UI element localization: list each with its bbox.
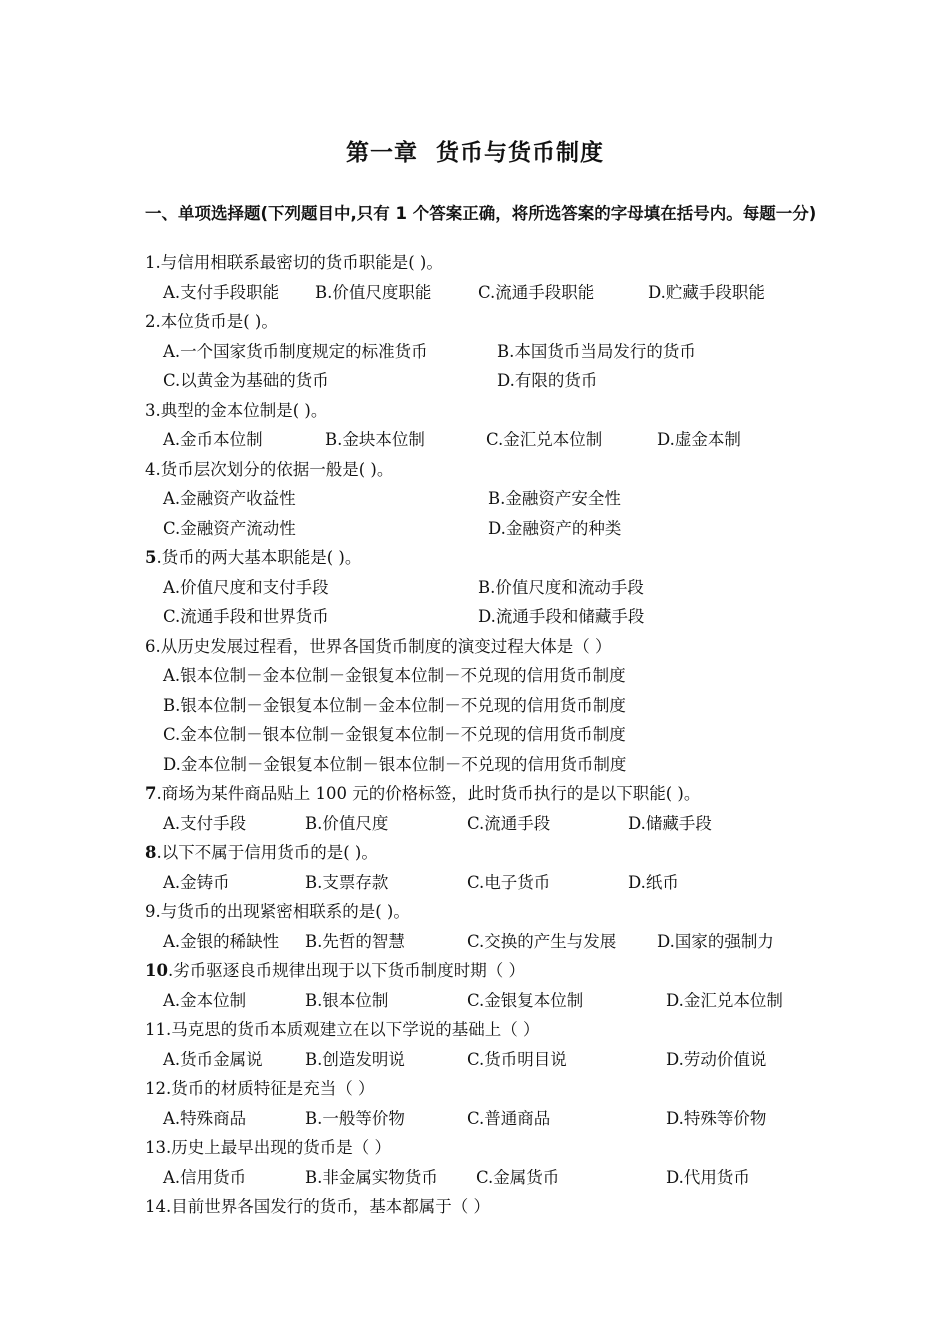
option-row <box>145 514 845 544</box>
question-text: 目前世界各国发行的货币，基本都属于（ ） <box>171 1197 490 1216</box>
option-row <box>145 750 845 780</box>
answer-option: B.金融资产安全性 <box>488 489 621 508</box>
question-item <box>145 1015 845 1074</box>
answer-option: B.价值尺度职能 <box>315 282 432 302</box>
question-text: 与信用相联系最密切的货币职能是( )。 <box>160 253 443 272</box>
answer-option: A.金银的稀缺性 <box>163 931 280 951</box>
question-text: 货币的材质特征是充当（ ） <box>171 1079 375 1098</box>
question-item <box>145 248 845 307</box>
question-text: 本位货币是( )。 <box>160 312 278 331</box>
answer-option: D.劳动价值说 <box>666 1049 767 1069</box>
question-list <box>145 248 845 1222</box>
answer-option: C.金属货币 <box>476 1167 560 1187</box>
answer-option: A.金币本位制 <box>163 430 263 449</box>
question-item <box>145 307 845 396</box>
question-item <box>145 396 845 455</box>
question-stem <box>145 307 845 337</box>
answer-option: A.货币金属说 <box>163 1049 263 1069</box>
question-stem <box>145 1074 845 1104</box>
answer-option: A.金铸币 <box>163 872 230 892</box>
question-text: 与货币的出现紧密相联系的是( )。 <box>160 902 410 921</box>
option-row <box>145 927 845 957</box>
answer-option: C.金融资产流动性 <box>163 518 296 538</box>
answer-option: C.金银复本位制 <box>467 990 584 1010</box>
answer-option: D.国家的强制力 <box>657 931 774 951</box>
answer-option: D.流通手段和储藏手段 <box>478 607 645 626</box>
question-stem <box>145 455 845 485</box>
answer-option: A.价值尺度和支付手段 <box>163 577 329 597</box>
answer-option: C.货币明目说 <box>467 1049 567 1069</box>
answer-option: A.银本位制－金本位制－金银复本位制－不兑现的信用货币制度 <box>163 666 626 685</box>
question-number: 4. <box>145 459 161 479</box>
answer-option: D.虚金本制 <box>657 430 741 449</box>
answer-option: D.贮藏手段职能 <box>648 282 765 302</box>
answer-option: B.支票存款 <box>305 872 389 892</box>
question-stem <box>145 779 845 809</box>
question-item <box>145 838 845 897</box>
question-text: .商场为某件商品贴上 100 元的价格标签，此时货币执行的是以下职能( )。 <box>156 784 701 803</box>
option-row <box>145 278 845 308</box>
answer-option: B.银本位制 <box>305 990 389 1010</box>
question-item <box>145 455 845 544</box>
answer-option: A.金本位制 <box>163 990 247 1010</box>
answer-option: C.金汇兑本位制 <box>486 430 603 449</box>
answer-option: C.电子货币 <box>467 872 551 892</box>
question-text: 马克思的货币本质观建立在以下学说的基础上（ ） <box>171 1020 540 1039</box>
answer-option: B.非金属实物货币 <box>305 1167 438 1187</box>
question-text: 历史上最早出现的货币是（ ） <box>171 1138 391 1157</box>
question-stem <box>145 838 845 868</box>
question-number: 9. <box>145 902 161 921</box>
question-text: 从历史发展过程看，世界各国货币制度的演变过程大体是（ ） <box>160 636 612 656</box>
answer-option: C.流通手段 <box>467 813 551 833</box>
answer-option: D.储藏手段 <box>628 813 712 833</box>
question-number: 2. <box>145 312 161 331</box>
question-stem <box>145 1015 845 1045</box>
answer-option: D.特殊等价物 <box>666 1108 767 1128</box>
question-text: 典型的金本位制是( )。 <box>160 400 328 420</box>
question-stem <box>145 897 845 927</box>
option-row <box>145 661 845 691</box>
question-item <box>145 632 845 780</box>
answer-option: D.纸币 <box>628 872 679 892</box>
question-number: 8 <box>145 843 157 862</box>
question-stem <box>145 956 845 986</box>
answer-option: B.价值尺度 <box>305 813 389 833</box>
question-stem <box>145 632 845 662</box>
answer-option: D.金汇兑本位制 <box>666 990 783 1010</box>
answer-option: A.一个国家货币制度规定的标准货币 <box>163 341 428 361</box>
answer-option: B.价值尺度和流动手段 <box>478 577 644 597</box>
question-stem <box>145 1192 845 1222</box>
answer-option: C.交换的产生与发展 <box>467 931 617 951</box>
answer-option: B.金块本位制 <box>325 430 425 449</box>
question-number: 1. <box>145 253 161 272</box>
question-item <box>145 779 845 838</box>
option-row <box>145 337 845 367</box>
answer-option: B.先哲的智慧 <box>305 931 405 951</box>
option-row <box>145 868 845 898</box>
answer-option: D.代用货币 <box>666 1167 750 1187</box>
question-stem <box>145 248 845 278</box>
answer-option: D.金本位制－金银复本位制－银本位制－不兑现的信用货币制度 <box>163 754 627 774</box>
option-row <box>145 573 845 603</box>
answer-option: B.银本位制－金银复本位制－金本位制－不兑现的信用货币制度 <box>163 695 626 715</box>
option-row <box>145 809 845 839</box>
question-item <box>145 1133 845 1192</box>
question-number: 5 <box>145 548 157 567</box>
question-text: .以下不属于信用货币的是( )。 <box>156 843 378 862</box>
option-row <box>145 484 845 514</box>
question-text: .货币的两大基本职能是( )。 <box>156 548 362 567</box>
option-row <box>145 720 845 750</box>
question-item <box>145 956 845 1015</box>
answer-option: D.金融资产的种类 <box>488 518 622 538</box>
answer-option: A.特殊商品 <box>163 1108 247 1128</box>
question-stem <box>145 1133 845 1163</box>
question-number: 10 <box>145 961 168 980</box>
answer-option: C.普通商品 <box>467 1108 551 1128</box>
chapter-title: 第一章 货币与货币制度 <box>345 140 604 166</box>
question-stem <box>145 396 845 426</box>
option-row <box>145 1045 845 1075</box>
option-row <box>145 1163 845 1193</box>
question-text: .劣币驱逐良币规律出现于以下货币制度时期（ ） <box>167 961 525 980</box>
answer-option: A.信用货币 <box>163 1167 247 1187</box>
question-item <box>145 1074 845 1133</box>
answer-option: D.有限的货币 <box>497 371 598 390</box>
question-number: 11. <box>145 1020 172 1039</box>
answer-option: C.以黄金为基础的货币 <box>163 371 329 390</box>
option-row <box>145 602 845 632</box>
answer-option: A.支付手段职能 <box>163 282 280 302</box>
question-item <box>145 543 845 632</box>
answer-option: B.一般等价物 <box>305 1108 405 1128</box>
answer-option: C.金本位制－银本位制－金银复本位制－不兑现的信用货币制度 <box>163 725 626 744</box>
question-text: 货币层次划分的依据一般是( )。 <box>160 459 394 479</box>
answer-option: A.支付手段 <box>163 813 247 833</box>
option-row <box>145 986 845 1016</box>
question-number: 14. <box>145 1197 172 1216</box>
question-number: 12. <box>145 1079 172 1098</box>
answer-option: C.流通手段职能 <box>478 282 595 302</box>
question-number: 3. <box>145 400 161 420</box>
answer-option: B.创造发明说 <box>305 1049 405 1069</box>
question-number: 7 <box>145 784 157 803</box>
question-item <box>145 897 845 956</box>
answer-option: A.金融资产收益性 <box>163 489 296 508</box>
option-row <box>145 425 845 455</box>
question-number: 13. <box>145 1138 172 1157</box>
answer-option: B.本国货币当局发行的货币 <box>497 341 696 361</box>
option-row <box>145 1104 845 1134</box>
option-row <box>145 366 845 396</box>
question-number: 6. <box>145 636 161 656</box>
question-stem <box>145 543 845 573</box>
option-row <box>145 691 845 721</box>
section-heading: 一、单项选择题(下列题目中,只有 1 个答案正确，将所选答案的字母填在括号内。每题一分) <box>145 204 817 223</box>
question-item <box>145 1192 845 1222</box>
answer-option: C.流通手段和世界货币 <box>163 607 329 626</box>
